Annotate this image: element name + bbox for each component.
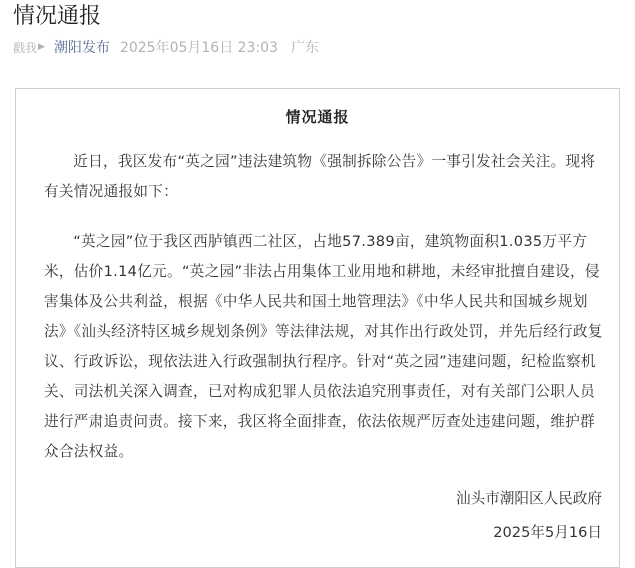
notice-signer: 汕头市潮阳区人民政府: [456, 490, 602, 507]
notice-date: 2025年5月16日: [493, 524, 602, 541]
notice-paragraph: “英之园”位于我区西胪镇西二社区，占地57.389亩，建筑物面积1.035万平方米，估价1.14亿元。“英之园”非法占用集体工业用地和耕地，未经审批擅自建设，侵害集体及公共利益，根据《中华人民共和国土地管理法》《中华人民共和国城乡规划法》《汕头经济特区城乡规划条例》等法律法规，对其作出行政处罚，并先后经行政复议、行政诉讼，现依法进入行政强制执行程序。针对“英之园”违建问题，纪检监察机关、司法机关深入调查，已对构成犯罪人员依法追究刑事责任，对有关部门公职人员进行严肃追责问责。接下来，我区将全面排查，依法依规严厉查处违建问题，维护群众合法权益。: [44, 233, 603, 460]
notice-box: [15, 88, 620, 568]
publish-location: 广东: [291, 40, 319, 56]
publish-time: 2025年05月16日 23:03: [119, 40, 278, 56]
notice-heading: 情况通报: [285, 108, 350, 126]
triangle-right-icon: ▶: [38, 42, 45, 52]
article-meta: [13, 36, 319, 58]
notice-paragraph: 近日，我区发布“英之园”违法建筑物《强制拆除公告》一事引发社会关注。现将有关情况通报如下：: [44, 153, 596, 200]
article-title: 情况通报: [13, 4, 102, 29]
account-name-link[interactable]: 潮阳发布: [53, 40, 110, 56]
meta-tag-link[interactable]: 戳我: [13, 40, 38, 55]
